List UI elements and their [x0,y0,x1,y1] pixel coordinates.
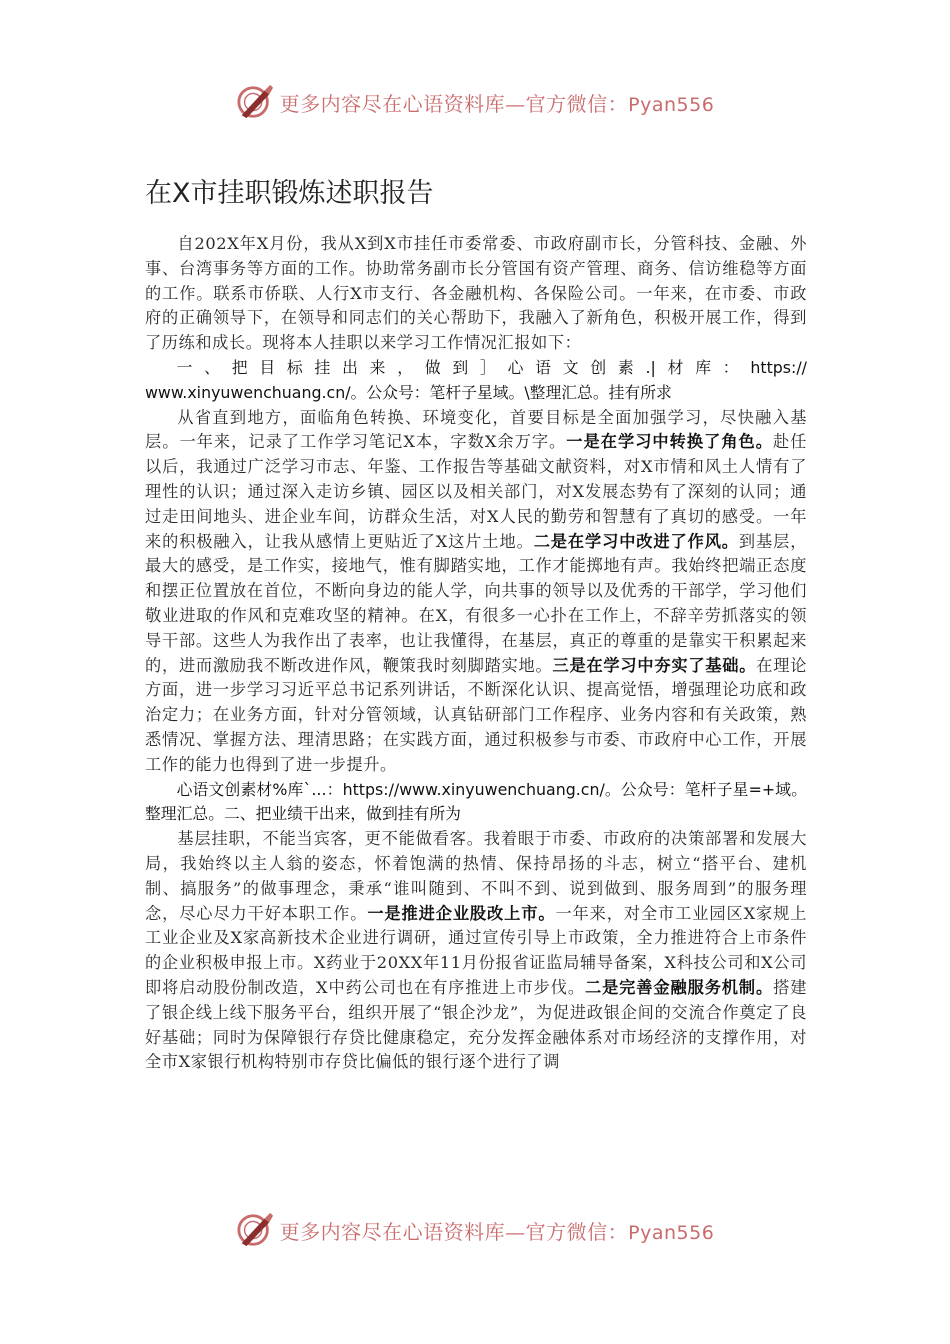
pen-in-circle-icon [236,1211,274,1249]
intro-paragraph: 自202X年X月份，我从X到X市挂任市委常委、市政府副市长，分管科技、金融、外事、台湾事务等方面的工作。协助常务副市长分管国有资产管理、商务、信访维稳等方面的工作。联系市侨联、人行X市支行、各金融机构、各保险公司。一年来，在市委、市政府的正确领导下，在领导和同志们的关心帮助下，我融入了新角色，积极开展工作，得到了历练和成长。现将本人挂职以来学习工作情况汇报如下： [145,234,807,353]
point-heading: 二是完善金融服务机制。 [584,977,774,997]
pen-in-circle-icon [236,83,274,121]
header-banner [0,80,950,124]
document-body [145,232,807,1177]
banner-text: 更多内容尽在心语资料库—官方微信：Pyan556 [279,91,715,116]
point-heading: 二是在学习中改进了作风。 [533,531,739,551]
wechat-id: Pyan556 [628,1221,715,1244]
point-heading: 三是在学习中夯实了基础。 [552,655,757,675]
section-heading-1-cont: www.xinyuwenchuang.cn/。公众号：笔杆子星域。\整理汇总。挂有所求 [145,382,672,402]
section-2-paragraph: 基层挂职，不能当宾客，更不能做看客。我着眼于市委、市政府的决策部署和发展大局，我始终以主人翁的姿态，怀着饱满的热情、保持昂扬的斗志，树立“搭平台、建机制、搞服务”的做事理念，秉承“谁叫随到、不叫不到、说到做到、服务周到”的服务理念，尽心尽力干好本职工作。一是推进企业股改上市。一年来，对全市工业园区X家规上工业企业及X家高新技术企业进行调研，通过宣传引导上市政策，全力推进符合上市条件的企业积极申报上市。X药业于20XX年11月份报省证监局辅导备案，X科技公司和X公司即将启动股份制改造，X中药公司也在有序推进上市步伐。二是完善金融服务机制。搭建了银企线上线下服务平台，组织开展了“银企沙龙”，为促进政银企间的交流合作奠定了良好基础；同时为保障银行存贷比健康稳定，充分发挥金融体系对市场经济的支撑作用，对全市X家银行机构特别市存贷比偏低的银行逐个进行了调 [145,829,807,1072]
banner-text: 更多内容尽在心语资料库—官方微信：Pyan556 [279,1219,715,1244]
section-heading-1: 一、把目标挂出来，做到］心语文创素.|材库：https:// [176,357,807,377]
point-heading: 一是在学习中转换了角色。 [566,432,773,452]
section-heading-2: 心语文创素材%库`...：https://www.xinyuwenchuang.cn/。公众号：笔杆子星=+域。整理汇总。二、把业绩干出来，做到挂有所为 [145,779,807,824]
point-heading: 一是推进企业股改上市。 [367,903,556,923]
footer-banner [0,1208,950,1252]
wechat-id: Pyan556 [628,93,715,116]
section-1-paragraph: 从省直到地方，面临角色转换、环境变化，首要目标是全面加强学习，尽快融入基层。一年来，记录了工作学习笔记X本，字数X余万字。一是在学习中转换了角色。赴任以后，我通过广泛学习市志、年鉴、工作报告等基础文献资料，对X市情和风土人情有了理性的认识；通过深入走访乡镇、园区以及相关部门，对X发展态势有了深刻的认同；通过走田间地头、进企业车间，访群众生活，对X人民的勤劳和智慧有了真切的感受。一年来的积极融入，让我从感情上更贴近了X这片土地。二是在学习中改进了作风。到基层，最大的感受，是工作实，接地气，惟有脚踏实地，工作才能掷地有声。我始终把端正态度和摆正位置放在首位，不断向身边的能人学，向共事的领导以及优秀的干部学，学习他们敬业进取的作风和克难攻坚的精神。在X，有很多一心扑在工作上，不辞辛劳抓落实的领导干部。这些人为我作出了表率，也让我懂得，在基层，真正的尊重的是靠实干积累起来的，进而激励我不断改进作风，鞭策我时刻脚踏实地。三是在学习中夯实了基础。在理论方面，进一步学习习近平总书记系列讲话，不断深化认识、提高觉悟，增强理论功底和政治定力；在业务方面，针对分管领域，认真钻研部门工作程序、业务内容和有关政策，熟悉情况、掌握方法、理清思路；在实践方面，通过积极参与市委、市政府中心工作，开展工作的能力也得到了进一步提升。 [145,407,807,774]
document-title: 在X市挂职锻炼述职报告 [145,178,434,209]
